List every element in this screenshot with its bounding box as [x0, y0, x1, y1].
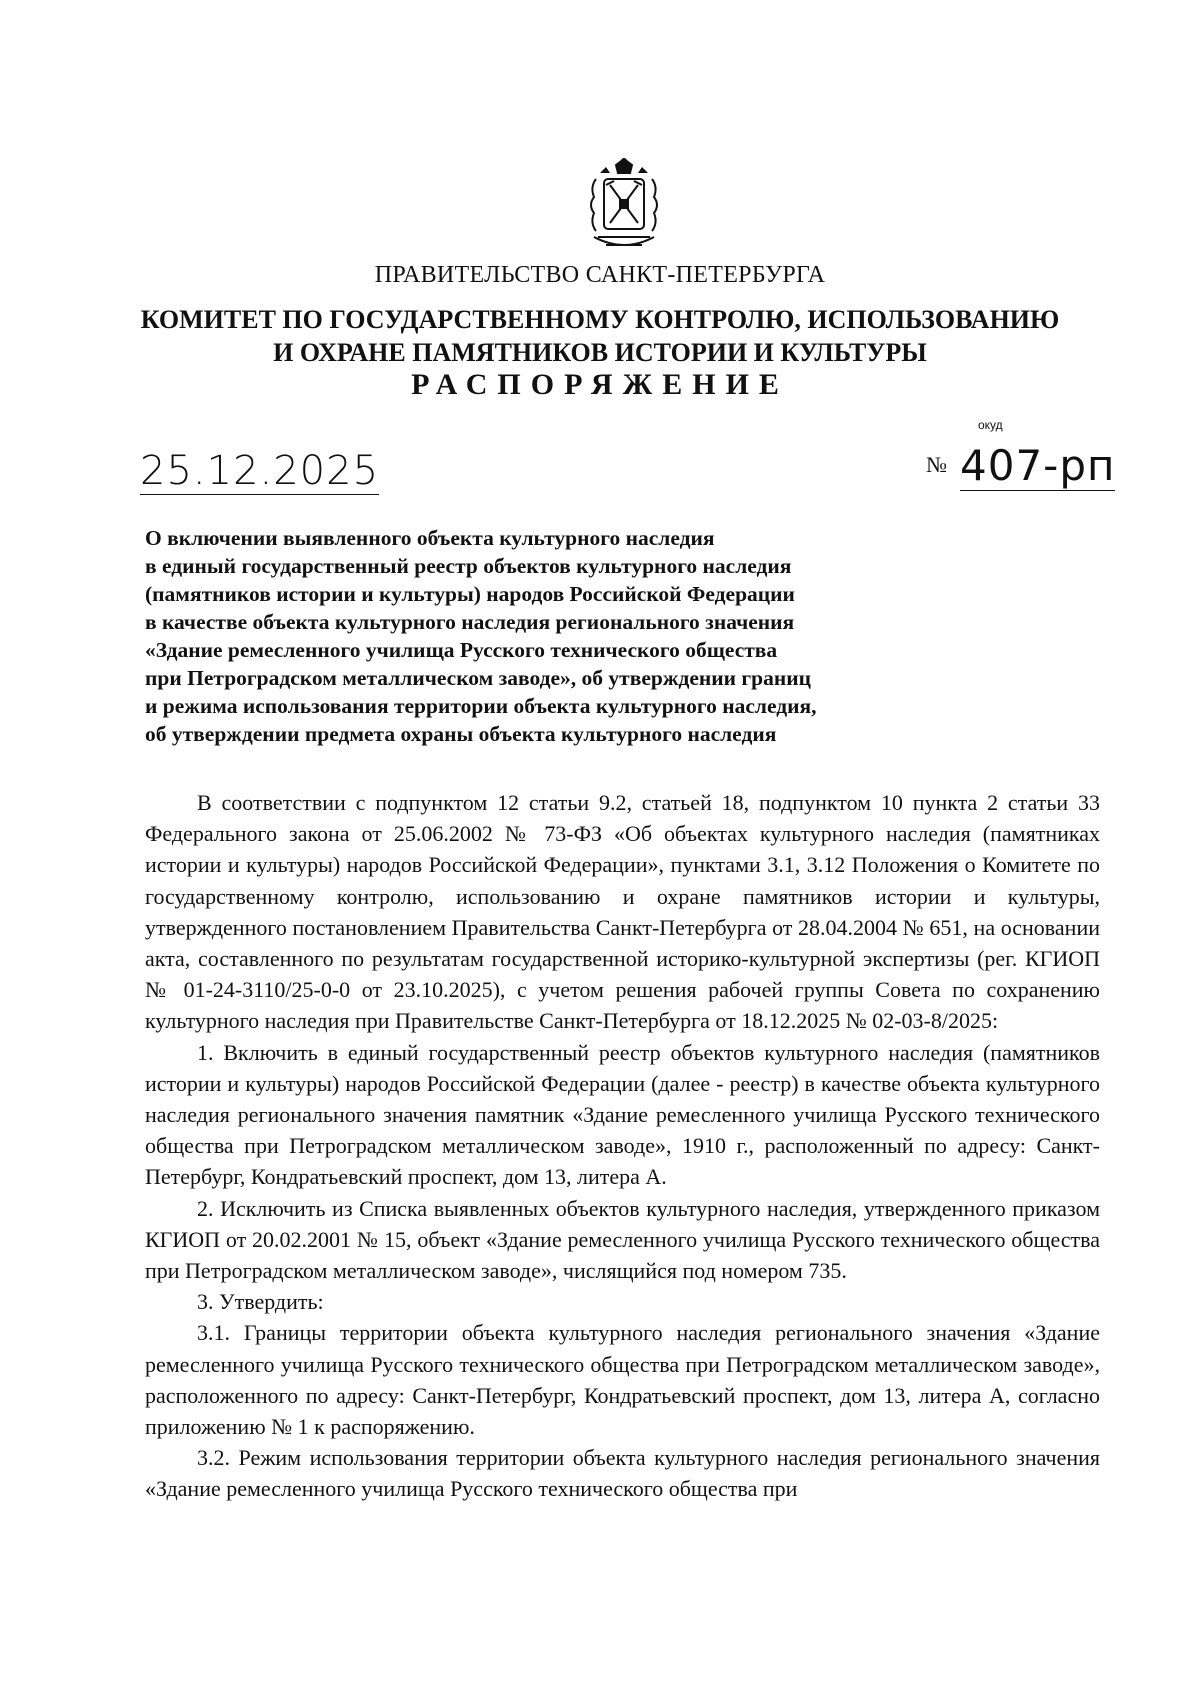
coat-of-arms-emblem [586, 157, 662, 253]
subject-line: при Петроградском металлическом заводе», об утверждении границ [145, 666, 812, 690]
government-title: ПРАВИТЕЛЬСТВО САНКТ-ПЕТЕРБУРГА [374, 262, 826, 288]
document-subject [145, 524, 817, 748]
clause-3-2-paragraph: 3.2. Режим использования территории объекта культурного наследия регионального значения «Здание ремесленного училища Русского технического общества при [145, 1445, 1100, 1502]
okud-label: окуд [978, 418, 1003, 432]
subject-line: об утверждении предмета охраны объекта культурного наследия [145, 722, 777, 746]
clause-1-paragraph: 1. Включить в единый государственный реестр объектов культурного наследия (памятников истории и культуры) народов Российской Федерации (далее - реестр) в качестве объекта культурного наследия регионального значения памятник «Здание ремесленного училища Русского технического общества при Петроградском металлическом заводе», 1910 г., расположенный по адресу: Санкт-Петербург, Кондратьевский проспект, дом 13, литера А. [145, 1039, 1100, 1190]
committee-title-line-1: КОМИТЕТ ПО ГОСУДАРСТВЕННОМУ КОНТРОЛЮ, ИСПОЛЬЗОВАНИЮ [140, 305, 1060, 334]
subject-line: и режима использования территории объекта культурного наследия, [145, 694, 817, 718]
document-date: 25.12.2025 [140, 448, 380, 494]
clause-3-1-paragraph: 3.1. Границы территории объекта культурного наследия регионального значения «Здание ремесленного училища Русского технического общества при Петроградском металлическом заводе», расположенного по адресу: Санкт-Петербург, Кондратьевский проспект, дом 13, литера А, согласно приложению № 1 к распоряжению. [145, 1320, 1100, 1440]
document-type: РАСПОРЯЖЕНИЕ [411, 368, 789, 401]
subject-line: (памятников истории и культуры) народов Российской Федерации [145, 582, 795, 606]
subject-line: в единый государственный реестр объектов культурного наследия [145, 554, 792, 578]
preamble-paragraph: В соответствии с подпунктом 12 статьи 9.2, статьей 18, подпунктом 10 пункта 2 статьи 33 Федерального закона от 25.06.2002 № 73-ФЗ «Об объектах культурного наследия (памятниках истории и культуры) народов Российской Федерации», пунктами 3.1, 3.12 Положения о Комитете по государственному контролю, использованию и охране памятников истории и культуры, утвержденного постановлением Правительства Санкт-Петербурга от 28.04.2004 № 651, на основании акта, составленного по результатам государственной историко-культурной экспертизы (рег. КГИОП № 01-24-3110/25-0-0 от 23.10.2025), с учетом решения рабочей группы Совета по сохранению культурного наследия при Правительстве Санкт-Петербурга от 18.12.2025 № 02-03-8/2025: [145, 790, 1100, 1034]
clause-3-paragraph: 3. Утвердить: [197, 1289, 324, 1315]
committee-title [0, 303, 1200, 369]
document-body [145, 787, 1100, 1505]
document-number: 407-рп [960, 441, 1116, 490]
committee-title-line-2: И ОХРАНЕ ПАМЯТНИКОВ ИСТОРИИ И КУЛЬТУРЫ [273, 338, 927, 367]
subject-line: «Здание ремесленного училища Русского технического общества [145, 638, 778, 662]
subject-line: в качестве объекта культурного наследия регионального значения [145, 610, 795, 634]
number-sign: № [926, 452, 947, 477]
subject-line: О включении выявленного объекта культурного наследия [145, 526, 715, 550]
clause-2-paragraph: 2. Исключить из Списка выявленных объектов культурного наследия, утвержденного приказом КГИОП от 20.02.2001 № 15, объект «Здание ремесленного училища Русского технического общества при Петроградском металлическом заводе», числящийся под номером 735. [145, 1195, 1100, 1284]
